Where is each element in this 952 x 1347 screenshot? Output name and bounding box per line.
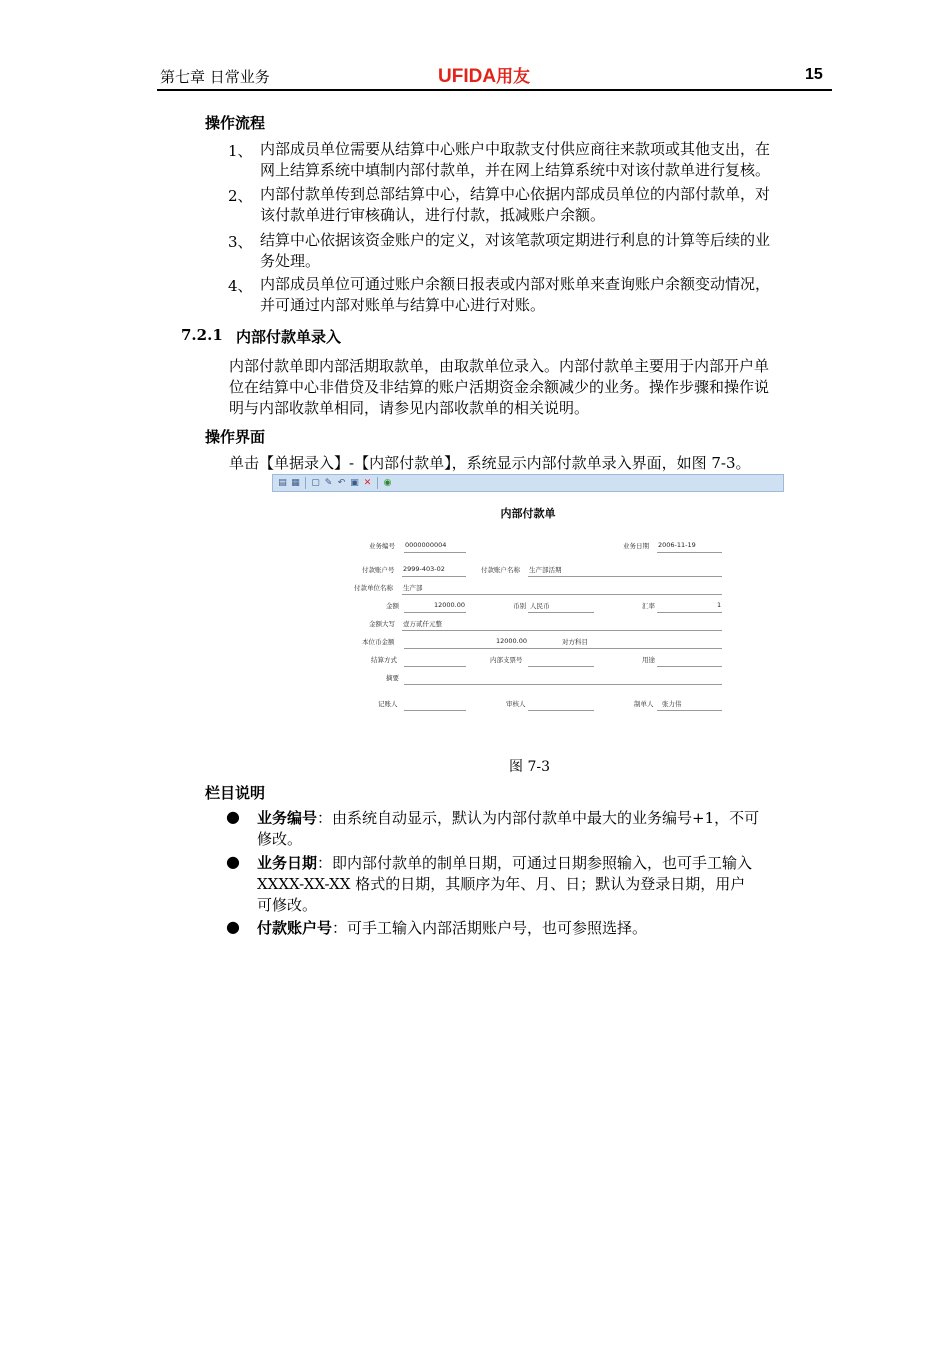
- maker-label: 制单人: [634, 700, 654, 708]
- biz-no-label: 业务编号: [369, 542, 395, 550]
- edit-icon[interactable]: ✎: [324, 477, 333, 488]
- column-item-acct-no: 付款账户号：可手工输入内部活期账户号，也可参照选择。: [257, 919, 648, 937]
- currency-label: 币别: [513, 602, 526, 610]
- figure-caption: 图 7-3: [509, 759, 550, 775]
- logo-brand: UFIDA: [438, 66, 497, 87]
- save-icon[interactable]: ▣: [350, 477, 359, 488]
- logo-cn: 用友: [496, 67, 531, 86]
- step-4-number: 4、: [228, 277, 253, 295]
- toolbar-separator: [305, 477, 306, 489]
- biz-date-value[interactable]: 2006-11-19: [658, 541, 696, 549]
- bookkeeper-label: 记账人: [378, 700, 398, 708]
- local-amount-value: 12000.00: [496, 637, 528, 645]
- figure-screenshot: [272, 474, 784, 724]
- header-rule: [157, 89, 832, 91]
- maker-value: 张力伟: [662, 700, 682, 708]
- biz-no-value[interactable]: 0000000004: [405, 541, 447, 549]
- currency-value[interactable]: 人民币: [530, 602, 550, 610]
- form-toolbar: [272, 474, 784, 492]
- counter-subject-label: 对方科目: [562, 638, 588, 646]
- step-4-text: 内部成员单位可通过账户余额日报表或内部对账单来查询账户余额变动情况， 并可通过内部对账单与结算中心进行对账。: [260, 275, 771, 314]
- new-icon[interactable]: ▢: [311, 477, 320, 488]
- page-number: 15: [805, 66, 823, 83]
- local-amount-label: 本位币金额: [362, 638, 395, 646]
- auditor-label: 审核人: [506, 700, 526, 708]
- cheque-label: 内部支票号: [490, 656, 523, 664]
- acct-name-value[interactable]: 生产部活期: [529, 566, 562, 574]
- flow-heading: 操作流程: [205, 114, 266, 132]
- step-1-text: 内部成员单位需要从结算中心账户中取款支付供应商往来款项或其他支出，在 网上结算系统中填制内部付款单，并在网上结算系统中对该付款单进行复核。: [260, 140, 771, 179]
- step-3-number: 3、: [228, 233, 253, 251]
- ufida-logo: [438, 62, 530, 88]
- section-paragraph: 内部付款单即内部活期取款单，由取款单位录入。内部付款单主要用于内部开户单 位在结算中心非借贷及非结算的账户活期资金余额减少的业务。操作步骤和操作说 明与内部收款单相同，请参见内部收款单的相关说明。: [229, 357, 770, 417]
- bullet-dot: ●: [226, 917, 240, 936]
- print-icon[interactable]: ▤: [278, 477, 287, 488]
- purpose-label: 用途: [642, 656, 655, 664]
- acct-no-label: 付款账户号: [362, 566, 395, 574]
- amount-cn-value: 壹万贰仟元整: [403, 620, 442, 628]
- ui-heading: 操作界面: [205, 428, 266, 446]
- delete-icon[interactable]: ✕: [363, 477, 372, 488]
- acct-name-label: 付款账户名称: [481, 566, 520, 574]
- exit-icon[interactable]: ◉: [383, 477, 392, 488]
- unit-name-value[interactable]: 生产部: [403, 584, 423, 592]
- form-title: 内部付款单: [500, 507, 556, 520]
- unit-name-label: 付款单位名称: [354, 584, 393, 592]
- column-item-biz-date: 业务日期：即内部付款单的制单日期，可通过日期参照输入，也可手工输入 XXXX-XX-XX 格式的日期，其顺序为年、月、日；默认为登录日期，用户 可修改。: [257, 854, 753, 914]
- biz-date-label: 业务日期: [623, 542, 649, 550]
- ui-intro: 单击【单据录入】-【内部付款单】，系统显示内部付款单录入界面，如图 7-3。: [229, 454, 751, 472]
- chapter-title: 第七章 日常业务: [160, 68, 270, 86]
- amount-label: 金额: [386, 602, 399, 610]
- columns-heading: 栏目说明: [205, 784, 266, 802]
- preview-icon[interactable]: ▦: [291, 477, 300, 488]
- toolbar-separator: [377, 477, 378, 489]
- step-1-number: 1、: [228, 142, 253, 160]
- rate-label: 汇率: [642, 602, 655, 610]
- acct-no-value[interactable]: 2999-403-02: [403, 565, 445, 573]
- step-2-number: 2、: [228, 187, 253, 205]
- rate-value[interactable]: 1: [717, 601, 722, 609]
- column-item-biz-no: 业务编号：由系统自动显示，默认为内部付款单中最大的业务编号+1，不可 修改。: [257, 809, 760, 848]
- undo-icon[interactable]: ↶: [337, 477, 346, 488]
- bullet-dot: ●: [226, 852, 240, 871]
- section-number: 7.2.1: [181, 326, 223, 344]
- settle-label: 结算方式: [371, 656, 397, 664]
- bullet-dot: ●: [226, 807, 240, 826]
- section-title: 内部付款单录入: [236, 328, 342, 346]
- amount-cn-label: 金额大写: [369, 620, 395, 628]
- step-2-text: 内部付款单传到总部结算中心，结算中心依据内部成员单位的内部付款单，对 该付款单进行审核确认，进行付款，抵减账户余额。: [260, 185, 771, 224]
- summary-label: 摘要: [386, 674, 399, 682]
- amount-value[interactable]: 12000.00: [434, 601, 466, 609]
- step-3-text: 结算中心依据该资金账户的定义，对该笔款项定期进行利息的计算等后续的业 务处理。: [260, 231, 771, 270]
